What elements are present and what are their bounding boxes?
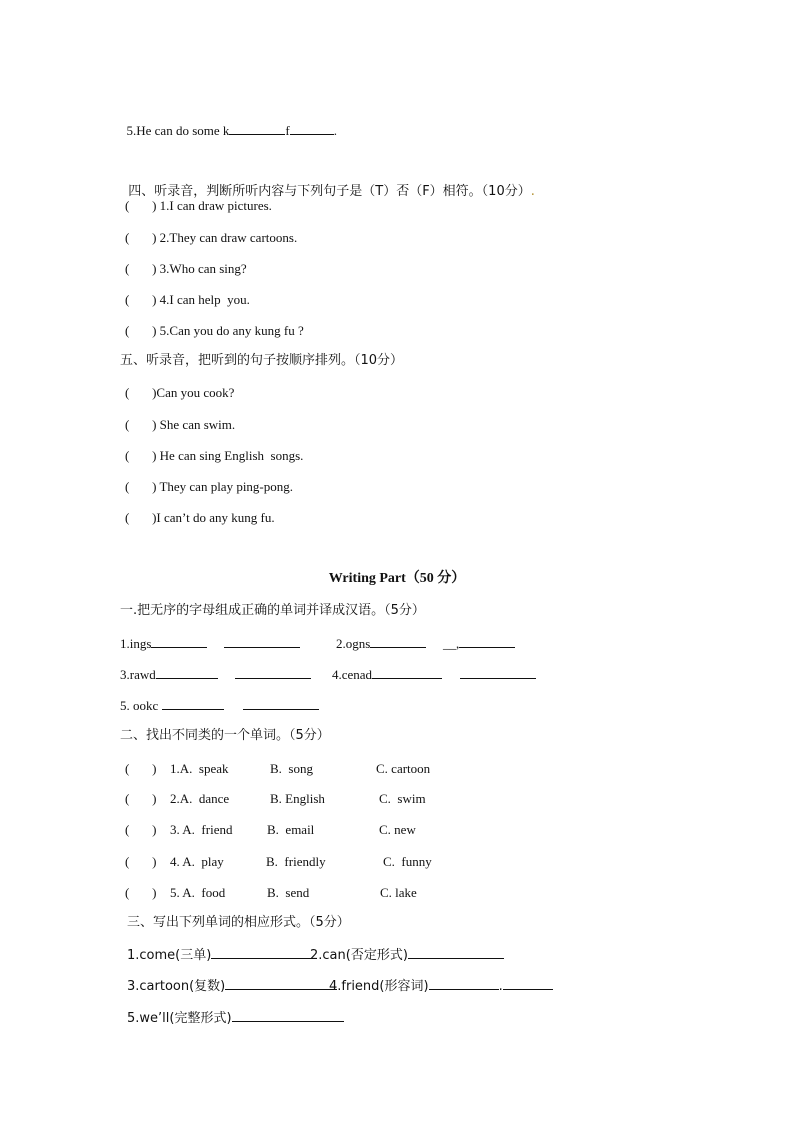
odd-one-out-paren: ( ): [125, 791, 157, 806]
option-c: C. cartoon: [376, 761, 431, 776]
option-a: 2.A. dance: [170, 791, 230, 806]
option-b: B. email: [267, 822, 315, 837]
blank[interactable]: [503, 977, 553, 990]
blank[interactable]: [224, 635, 300, 648]
option-b: B. song: [270, 761, 313, 776]
word-form-item-4: 4.friend(形容词) .: [329, 977, 553, 996]
blank[interactable]: [408, 946, 504, 959]
list-item: ( ) 1.I can draw pictures.: [125, 198, 272, 213]
blank[interactable]: [151, 635, 207, 648]
option-b: B. send: [267, 885, 310, 900]
option-a: 4. A. play: [170, 854, 224, 869]
odd-one-out-paren: ( ): [125, 854, 157, 869]
section-4-heading: 四、听录音，判断所听内容与下列句子是（T）否（F）相符。（10分）.: [128, 184, 535, 199]
scramble-item-3: 3.rawd: [120, 666, 218, 684]
blank[interactable]: [235, 666, 311, 679]
writing-part-title: Writing Part（50 分）: [328, 571, 466, 586]
word-form-item-5: 5.we’ll(完整形式): [127, 1009, 344, 1028]
list-item: ( )I can’t do any kung fu.: [125, 510, 275, 525]
blank[interactable]: [290, 122, 334, 135]
writing-section-3-heading: 三、写出下列单词的相应形式。（5分）: [127, 915, 350, 930]
translation-blank-4: [460, 666, 536, 684]
option-a: 3. A. friend: [170, 822, 233, 837]
blank[interactable]: [225, 977, 337, 990]
blank[interactable]: [211, 946, 317, 959]
option-c: C. funny: [383, 854, 432, 869]
option-c: C. lake: [380, 885, 417, 900]
scramble-item-5: 5. ookc: [120, 697, 224, 715]
list-item: ( ) She can swim.: [125, 417, 236, 432]
list-item: ( ) 2.They can draw cartoons.: [125, 230, 298, 245]
blank[interactable]: [232, 1009, 344, 1022]
translation-blank-5: [243, 697, 319, 715]
list-item: ( ) He can sing English songs.: [125, 448, 304, 463]
list-item: ( ) 4.I can help you.: [125, 292, 250, 307]
translation-blank-1: [224, 635, 300, 653]
blank[interactable]: [460, 666, 536, 679]
translation-blank-2: __,: [443, 635, 515, 653]
option-b: B. English: [270, 791, 325, 806]
option-c: C. swim: [379, 791, 426, 806]
option-b: B. friendly: [266, 854, 326, 869]
list-item: ( )Can you cook?: [125, 385, 235, 400]
blank[interactable]: [243, 697, 319, 710]
option-c: C. new: [379, 822, 416, 837]
fill-line-5: 5.He can do some k f .: [126, 123, 337, 138]
writing-section-2-heading: 二、找出不同类的一个单词。（5分）: [120, 728, 330, 743]
odd-one-out-paren: ( ): [125, 885, 157, 900]
odd-one-out-paren: ( ): [125, 822, 157, 837]
blank[interactable]: [229, 122, 285, 135]
blank[interactable]: [156, 666, 218, 679]
scramble-item-2: 2.ogns: [336, 635, 426, 653]
option-a: 1.A. speak: [170, 761, 229, 776]
option-a: 5. A. food: [170, 885, 226, 900]
list-item: ( ) 3.Who can sing?: [125, 261, 247, 276]
word-form-item-2: 2.can(否定形式): [310, 946, 504, 965]
section-5-heading: 五、听录音，把听到的句子按顺序排列。（10分）: [120, 353, 404, 368]
word-form-item-1: 1.come(三单): [127, 946, 317, 965]
list-item: ( ) 5.Can you do any kung fu ?: [125, 323, 304, 338]
translation-blank-3: [235, 666, 311, 684]
scramble-item-4: 4.cenad: [332, 666, 442, 684]
blank[interactable]: [370, 635, 426, 648]
writing-section-1-heading: 一.把无序的字母组成正确的单词并译成汉语。（5分）: [120, 603, 425, 618]
scramble-item-1: 1.ings: [120, 635, 207, 653]
blank[interactable]: [162, 697, 224, 710]
blank[interactable]: [372, 666, 442, 679]
list-item: ( ) They can play ping-pong.: [125, 479, 294, 494]
word-form-item-3: 3.cartoon(复数): [127, 977, 337, 996]
blank[interactable]: [429, 977, 499, 990]
blank[interactable]: [459, 635, 515, 648]
odd-one-out-paren: ( ): [125, 761, 157, 776]
